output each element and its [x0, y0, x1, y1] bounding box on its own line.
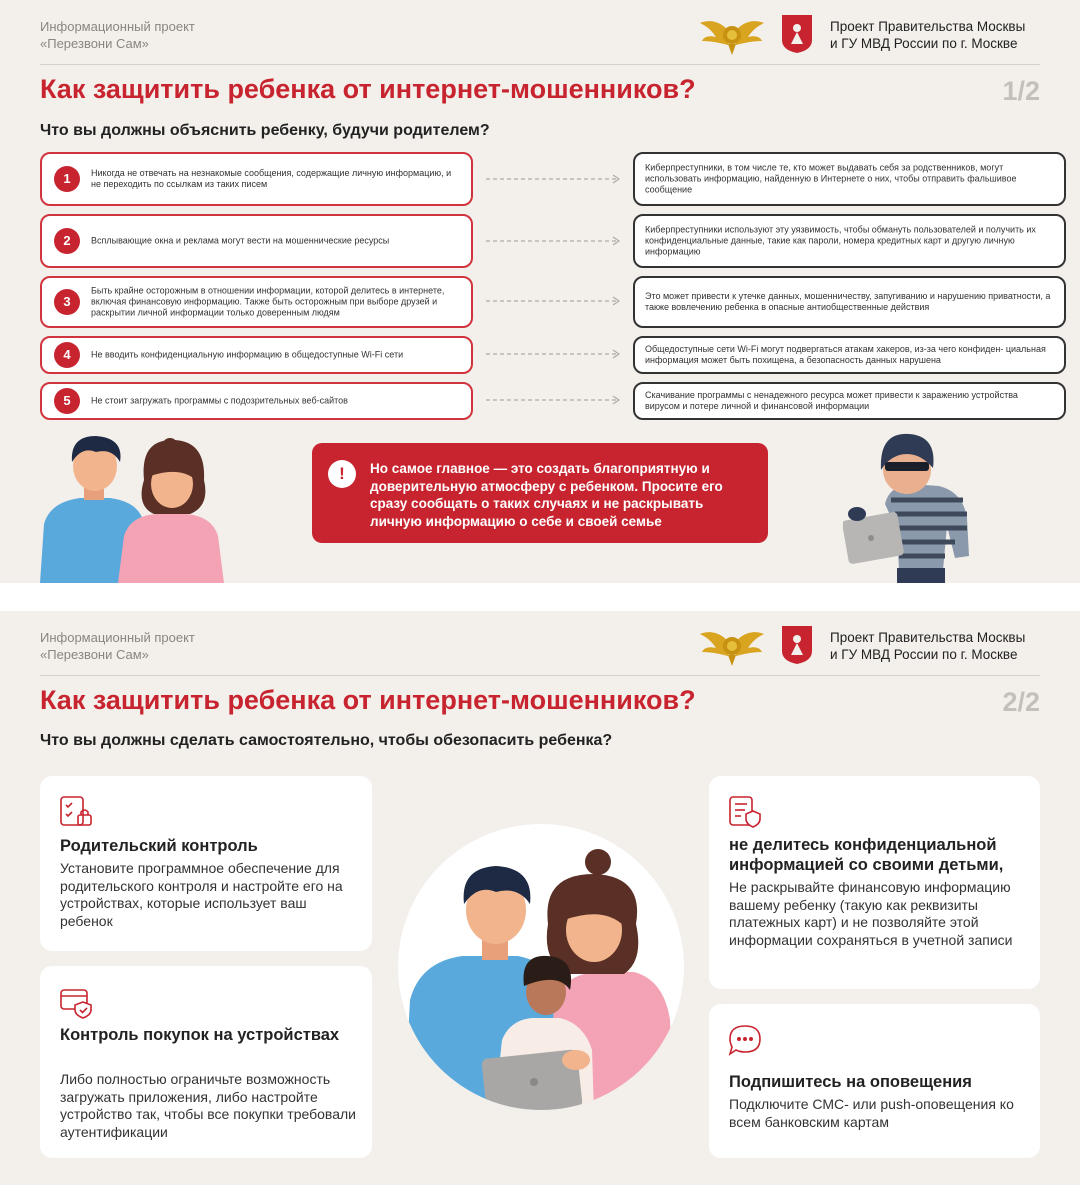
reason-text: Киберпреступники используют эту уязвимость, чтобы обмануть пользователей и получить их конфиденциальные данные, такие как пароли, номера кредитных карт и другую личную информацию — [645, 224, 1036, 257]
advice-box-3 — [40, 276, 473, 328]
number-badge: 3 — [54, 289, 80, 315]
moscow-coat-of-arms-icon — [781, 14, 813, 54]
dashed-arrow-icon — [486, 395, 622, 405]
number-badge: 2 — [54, 228, 80, 254]
card-purchase-control — [40, 966, 372, 1158]
card-confidential-info — [709, 776, 1040, 989]
card-text: Подключите СМС- или push-оповещения ко всем банковским картам — [729, 1096, 1014, 1130]
number-badge: 5 — [54, 388, 80, 414]
card-title: Родительский контроль — [60, 837, 258, 855]
page-1 — [0, 0, 1080, 583]
advice-text: Не вводить конфиденциальную информацию в общедоступные Wi-Fi сети — [91, 349, 404, 360]
parents-illustration — [40, 432, 225, 583]
alert-text: Но самое главное — это создать благоприятную и доверительную атмосферу с ребенком. Просите его сразу сообщать о таких случаях и не раскрывать личную информацию о себе и своей семье — [370, 461, 723, 529]
advice-box-4 — [40, 336, 473, 374]
dashed-arrow-icon — [486, 174, 622, 184]
checklist-lock-icon — [58, 794, 94, 830]
dashed-arrow-icon — [486, 349, 622, 359]
family-illustration — [398, 824, 684, 1114]
reason-text: Это может привести к утечке данных, мошенничеству, запугиванию и нарушению приватности, а также вовлечению ребенка в опасные антиобщественные действия — [645, 291, 1051, 312]
dashed-arrow-icon — [486, 236, 622, 246]
card-text: Либо полностью ограничьте возможность загружать приложения, либо настройте устройство так, чтобы все покупки требовали аутентификации — [60, 1071, 356, 1140]
card-title: Контроль покупок на устройствах — [60, 1026, 340, 1044]
government-label-line1: Проект Правительства Москвы — [830, 19, 1026, 34]
card-shield-icon — [58, 984, 94, 1020]
advice-box-2 — [40, 214, 473, 268]
page-subtitle: Что вы должны объяснить ребенку, будучи родителем? — [40, 122, 490, 139]
number-badge: 4 — [54, 342, 80, 368]
page-number: 1/2 — [1002, 76, 1040, 106]
mvd-emblem-icon — [698, 624, 766, 668]
project-label-line2: «Перезвони Сам» — [40, 36, 149, 51]
divider — [40, 64, 1040, 65]
page-subtitle: Что вы должны сделать самостоятельно, чтобы обезопасить ребенка? — [40, 732, 613, 749]
government-label — [830, 18, 1025, 52]
reason-box-5 — [633, 382, 1066, 420]
reason-box-2 — [633, 214, 1066, 268]
card-title: не делитесь конфиденциальной информацией со своими детьми, — [729, 836, 1004, 874]
card-title: Подпишитесь на оповещения — [729, 1073, 972, 1091]
hacker-illustration — [843, 430, 973, 583]
page-2 — [0, 611, 1080, 1185]
card-text: Не раскрывайте финансовую информацию вашему ребенку (такую как реквизиты платежных карт) и не позволяйте этой информации сохраняться в учетной записи — [729, 879, 1013, 948]
moscow-coat-of-arms-icon — [781, 625, 813, 665]
reason-box-4 — [633, 336, 1066, 374]
page-number: 2/2 — [1002, 687, 1040, 717]
page-title: Как защитить ребенка от интернет-мошенников? — [40, 74, 696, 104]
project-label — [40, 18, 195, 52]
project-label-line1: Информационный проект — [40, 630, 195, 645]
chat-bubble-icon — [727, 1022, 763, 1058]
card-parental-control — [40, 776, 372, 951]
government-label-line1: Проект Правительства Москвы — [830, 630, 1026, 645]
advice-text: Быть крайне осторожным в отношении информации, которой делитесь в интернете, включая финансовую информацию. Также быть осторожным при выборе друзей и раскрытии личной информации только доверенным людям — [91, 285, 445, 318]
advice-text: Никогда не отвечать на незнакомые сообщения, содержащие личную информацию, и не переходить по ссылкам из таких писем — [91, 168, 452, 189]
project-label-line2: «Перезвони Сам» — [40, 647, 149, 662]
document-shield-icon — [727, 794, 763, 830]
government-label — [830, 629, 1025, 663]
exclamation-icon: ! — [328, 460, 356, 488]
reason-text: Общедоступные сети Wi-Fi могут подвергаться атакам хакеров, из-за чего конфиден- циальная информация может быть похищена, а безопасность данных нарушена — [645, 344, 1046, 365]
divider — [40, 675, 1040, 676]
advice-text: Не стоит загружать программы с подозрительных веб-сайтов — [91, 395, 348, 406]
advice-text: Всплывающие окна и реклама могут вести на мошеннические ресурсы — [91, 235, 390, 246]
project-label-line1: Информационный проект — [40, 19, 195, 34]
dashed-arrow-icon — [486, 296, 622, 306]
mvd-emblem-icon — [698, 13, 766, 57]
card-text: Установите программное обеспечение для родительского контроля и настройте его на устройствах, которые использует ваш ребенок — [60, 860, 343, 929]
page-title: Как защитить ребенка от интернет-мошенников? — [40, 685, 696, 715]
government-label-line2: и ГУ МВД России по г. Москве — [830, 647, 1018, 662]
advice-box-5 — [40, 382, 473, 420]
advice-box-1 — [40, 152, 473, 206]
project-label — [40, 629, 195, 663]
reason-box-1 — [633, 152, 1066, 206]
reason-text: Скачивание программы с ненадежного ресурса может привести к заражению устройства вирусом и потере личной и финансовой информации — [645, 390, 1018, 411]
alert-box — [312, 443, 768, 543]
number-badge: 1 — [54, 166, 80, 192]
reason-box-3 — [633, 276, 1066, 328]
card-notifications — [709, 1004, 1040, 1158]
government-label-line2: и ГУ МВД России по г. Москве — [830, 36, 1018, 51]
reason-text: Киберпреступники, в том числе те, кто может выдавать себя за родственников, могут использовать информацию, найденную в Интернете о них, чтобы отправить фальшивое сообщение — [645, 162, 1017, 195]
